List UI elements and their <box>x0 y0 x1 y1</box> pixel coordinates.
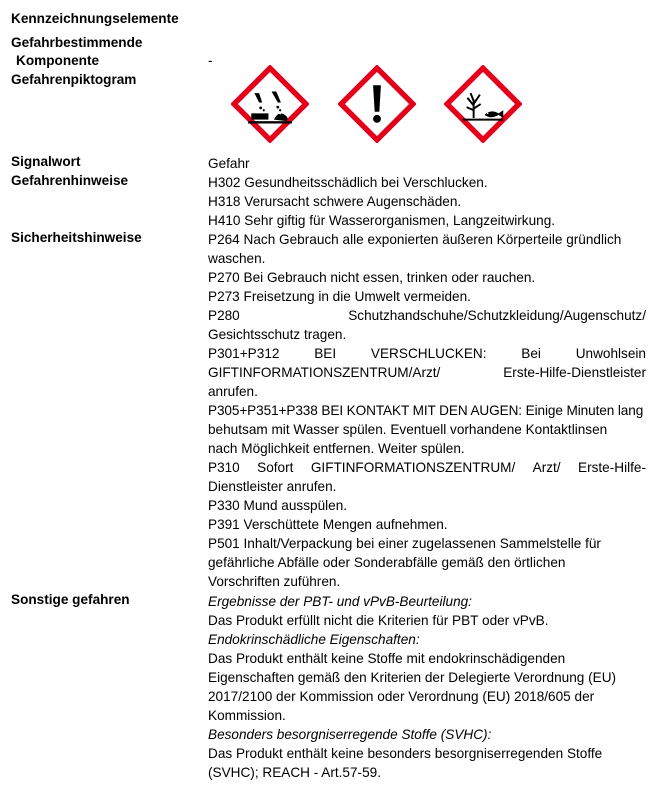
sonstige-label: Sonstige gefahren <box>11 592 130 607</box>
endo-text-line: Das Produkt enthält keine Stoffe mit endokrinschädigenden <box>208 651 566 666</box>
section-title: Kennzeichnungselemente <box>11 11 179 26</box>
precaution-word: Arzt/ <box>532 460 561 475</box>
svhc-heading: Besonders besorgniserregende Stoffe (SVHC): <box>208 727 492 742</box>
endo-text-line: Kommission. <box>208 708 286 723</box>
precaution-line: P330 Mund ausspülen. <box>208 498 348 513</box>
precaution-word: VERSCHLUCKEN: <box>370 346 487 361</box>
precaution-line <box>208 458 646 477</box>
gefahrenhinweise-label: Gefahrenhinweise <box>11 173 129 188</box>
precaution-word: Bei <box>521 346 541 361</box>
gefahrbestimmende-label-line2: Komponente <box>16 53 100 68</box>
precaution-line: Dienstleister anrufen. <box>208 479 337 494</box>
endo-heading: Endokrinschädliche Eigenschaften: <box>208 632 420 647</box>
precaution-word: P280 <box>208 308 240 323</box>
precaution-word: P310 <box>208 460 240 475</box>
endo-text-line: Eigenschaften gemäß den Kriterien der Delegierte Verordnung (EU) <box>208 670 617 685</box>
precaution-word: Unwohlsein <box>575 346 646 361</box>
precaution-word: GIFTINFORMATIONSZENTRUM/ <box>310 460 516 475</box>
precaution-word: Sofort <box>257 460 294 475</box>
komponente-value: - <box>208 53 213 68</box>
piktogram-label: Gefahrenpiktogram <box>11 72 137 87</box>
precaution-line: gefährliche Abfälle oder Sonderabfälle gemäß den örtlichen <box>208 555 566 570</box>
pbt-heading: Ergebnisse der PBT- und vPvB-Beurteilung: <box>208 594 472 609</box>
precaution-line <box>208 363 646 382</box>
signalwort-label: Signalwort <box>11 154 81 169</box>
hazard-statement: H302 Gesundheitsschädlich bei Verschlucken. <box>208 175 488 190</box>
sonstige-list <box>208 592 646 782</box>
precaution-word: BEI <box>314 346 337 361</box>
precaution-line: P305+P351+P338 BEI KONTAKT MIT DEN AUGEN: Einige Minuten lang <box>208 403 644 418</box>
svhc-text-line: Das Produkt enthält keine besonders besorgniserregenden Stoffe <box>208 746 603 761</box>
precaution-line: behutsam mit Wasser spülen. Eventuell vorhandene Kontaktlinsen <box>208 422 608 437</box>
precaution-line: P273 Freisetzung in die Umwelt vermeiden. <box>208 289 471 304</box>
svhc-text-line: (SVHC); REACH - Art.57-59. <box>208 765 381 780</box>
precaution-line: P264 Nach Gebrauch alle exponierten äußeren Körperteile gründlich <box>208 232 622 247</box>
precaution-line: Gesichtsschutz tragen. <box>208 327 347 342</box>
precaution-line: P391 Verschüttete Mengen aufnehmen. <box>208 517 448 532</box>
precaution-line <box>208 306 646 325</box>
precaution-word: Erste-Hilfe-Dienstleister <box>503 365 646 380</box>
precaution-line: nach Möglichkeit entfernen. Weiter spülen. <box>208 441 465 456</box>
precaution-line: waschen. <box>208 251 266 266</box>
precaution-line: Vorschriften zuführen. <box>208 574 341 589</box>
sicherheitshinweise-label: Sicherheitshinweise <box>11 230 142 245</box>
ghs05-corrosion-icon <box>231 65 309 143</box>
hazard-statement: H410 Sehr giftig für Wasserorganismen, Langzeitwirkung. <box>208 213 556 228</box>
precaution-line: P501 Inhalt/Verpackung bei einer zugelassenen Sammelstelle für <box>208 536 601 551</box>
precaution-line: anrufen. <box>208 384 258 399</box>
precaution-word: Erste-Hilfe- <box>578 460 646 475</box>
gefahrbestimmende-label-line1: Gefahrbestimmende <box>11 35 143 50</box>
gefahrenhinweise-list <box>208 173 646 230</box>
hazard-statement: H318 Verursacht schwere Augenschäden. <box>208 194 462 209</box>
sicherheitshinweise-list <box>208 230 646 591</box>
precaution-line: P270 Bei Gebrauch nicht essen, trinken oder rauchen. <box>208 270 536 285</box>
pbt-text: Das Produkt erfüllt nicht die Kriterien für PBT oder vPvB. <box>208 613 549 628</box>
signalwort-value: Gefahr <box>208 156 250 171</box>
precaution-line <box>208 344 646 363</box>
ghs09-environment-icon <box>444 65 522 143</box>
precaution-word: Schutzhandschuhe/Schutzkleidung/Augenschutz/ <box>348 308 646 323</box>
endo-text-line: 2017/2100 der Kommission oder Verordnung (EU) 2018/605 der <box>208 689 595 704</box>
precaution-word: GIFTINFORMATIONSZENTRUM/Arzt/ <box>208 365 441 380</box>
ghs07-exclamation-icon <box>338 65 416 143</box>
precaution-word: P301+P312 <box>208 346 280 361</box>
